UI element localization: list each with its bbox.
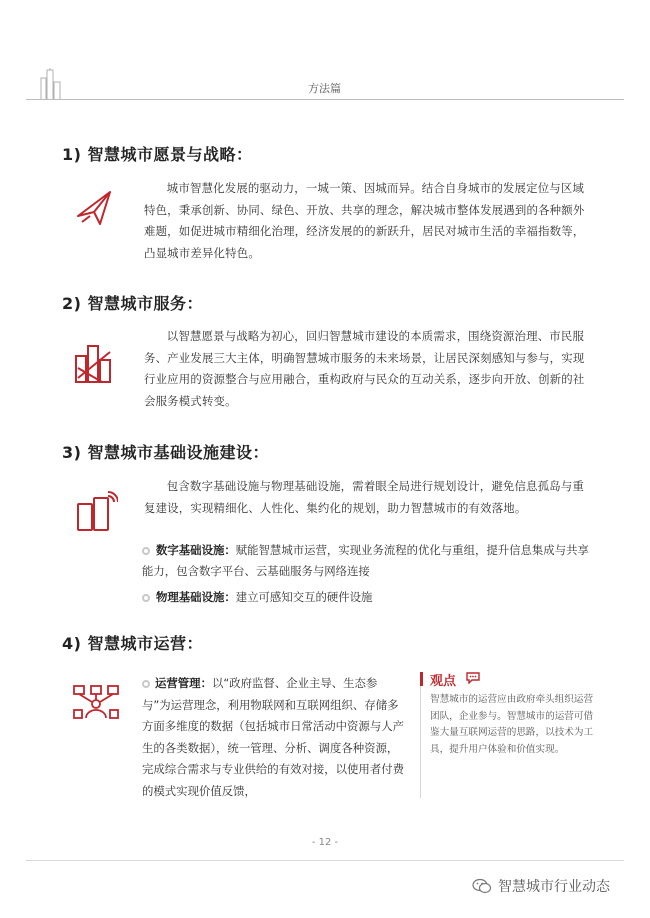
bullet-operations-management [142, 673, 404, 802]
bullet-term: 物理基础设施： [156, 590, 236, 604]
city-buildings-icon [72, 342, 116, 386]
viewpoint-accent-bar [420, 672, 423, 686]
speech-bubble-icon [466, 672, 480, 684]
bullet-text: 建立可感知交互的硬件设施 [235, 590, 373, 604]
footer-divider [26, 860, 624, 861]
paper-plane-icon [74, 186, 118, 230]
section-title-operations: 4) 智慧城市运营： [62, 634, 204, 653]
bullet-dot [142, 680, 150, 688]
viewpoint-rule [420, 674, 421, 798]
devices-signal-icon [74, 490, 118, 534]
bullet-term: 运营管理： [155, 676, 212, 690]
section-paragraph-services: 以智慧愿景与战略为初心，回归智慧城市建设的本质需求，围绕资源治理、市民服务、产业发展三大主体，明确智慧城市服务的未来场景，让居民深刻感知与参与，实现行业应用的资源整合与应用融合，重构政府与民众的互动关系，逐步向开放、创新的社会服务模式转变。 [144, 329, 585, 408]
viewpoint-box [420, 670, 598, 798]
header-section-title: 方法篇 [308, 82, 341, 95]
section-paragraph-infrastructure: 包含数字基础设施与物理基础设施，需着眼全局进行规划设计，避免信息孤岛与重复建设，实现精细化、人性化、集约化的规划，助力智慧城市的有效落地。 [144, 479, 585, 515]
viewpoint-text: 智慧城市的运营应由政府牵头组织运营团队，企业参与。智慧城市的运营可借鉴大量互联网运营的思路，以技术为工具，提升用户体验和价值实现。 [430, 694, 594, 755]
viewpoint-title: 观点 [430, 674, 457, 689]
building-logo-icon [38, 68, 64, 100]
bullet-physical-infrastructure [142, 587, 594, 608]
watermark [472, 876, 610, 896]
operations-team-icon [72, 684, 120, 724]
section-paragraph-vision: 城市智慧化发展的驱动力，一城一策、因城而异。结合自身城市的发展定位与区域特色，秉承创新、协同、绿色、开放、共享的理念，解决城市整体发展遇到的各种额外难题，如促进城市精细化治理，经济发展的的新跃升，居民对城市生活的幸福指数等，凸显城市差异化特色。 [144, 181, 585, 260]
bullet-dot [142, 594, 150, 602]
wechat-icon [472, 878, 492, 894]
bullet-text: 赋能智慧城市运营，实现业务流程的优化与重组，提升信息集成与共享能力，包含数字平台、云基础服务与网络连接 [142, 543, 589, 578]
bullet-text: 以“政府监督、企业主导、生态参与”为运营理念，利用物联网和互联网组织、存储多方面多维度的数据（包括城市日常活动中资源与人产生的各类数据），统一管理、分析、调度各种资源，完成综合需求与专业供给的有效对接，以使用者付费的模式实现价值反馈， [142, 676, 404, 798]
page-number: - 12 - [311, 837, 339, 848]
section-title-services: 2) 智慧城市服务： [62, 294, 204, 313]
bullet-digital-infrastructure [142, 540, 594, 582]
bullet-term: 数字基础设施： [156, 543, 236, 557]
header-divider [26, 99, 624, 100]
section-title-vision: 1) 智慧城市愿景与战略： [62, 145, 253, 164]
watermark-text: 智慧城市行业动态 [498, 879, 610, 895]
section-title-infrastructure: 3) 智慧城市基础设施建设： [62, 443, 270, 462]
bullet-dot [142, 547, 150, 555]
